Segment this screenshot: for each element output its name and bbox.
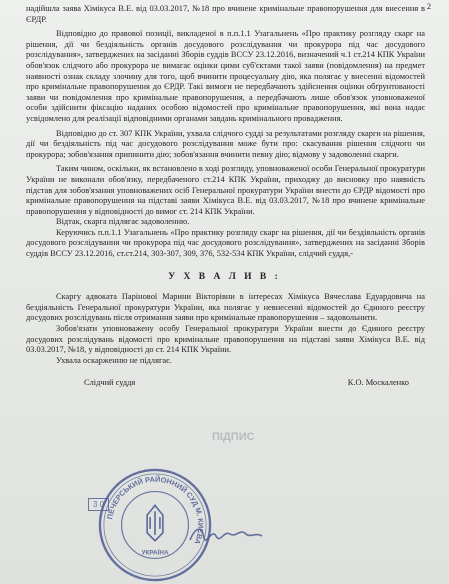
paragraph-legal-position: Відповідно до правової позиції, викладеної в п.п.1.1 Узагальнень «Про практику розгляду скарг на рішення, дії чи бездіяльність органів досудового розслідування чи прокурора під час досудового розслідування», затверджених на засіданні Зборів суддів ВССУ 23.12.2016, визначений ч.1 ст.214 КПК України обов'язок слідчого або прокурора не вимагає оцінки цими суб'єктами такої заяви (повідомлення) на предмет наявності ознак складу злочину для того, щоб вчинити процесуальну дію, яка полягає у внесенні відомостей про кримінальне правопорушення до ЄРДР. Такі вимоги не передбачають здійснення оцінки обґрунтованості заяви чи повідомлення про кримінальне правопорушення, а передбачають лише обов'язок уповноваженої особи здійснити фіксацію наданих особою відомостей про кримінальне правопорушення, які вона надає усвідомлено для реалізації відповідними органами завдань кримінального провадження.: [26, 29, 425, 123]
paragraph-article-307: Відповідно до ст. 307 КПК України, ухвала слідчого судді за результатами розгляду скарги на рішення, дії чи бездіяльність під час досудового розслідування може бути про: скасування рішення слідчого чи прокурора; зобов'язання припинити дію; зобов'язання вчинити певну дію; відмову у задоволенні скарги.: [26, 128, 425, 159]
faint-signature-label: ПІДПИС: [212, 431, 255, 443]
resolution-item-2: Зобов'язати уповноважену особу Генеральної прокуратури України внести до Єдиного реєстру досудових розслідувань відомості про кримінальне правопорушення на підставі заяви Хімікуса В.Е. від 03.03.2017, №18, у відповідності до ст. 214 КПК України.: [26, 324, 425, 355]
resolution-item-1: Скаргу адвоката Парінової Марини Вікторівни в інтересах Хімікуса Вячеслава Едуардовича на бездіяльність Генеральної прокуратури України, яка полягає у невнесенні відомостей до Єдиного реєстру досудових розслідувань після отримання заяви про кримінальне правопорушення – задовольнити.: [26, 292, 425, 323]
paragraph-guided-by: Керуючись п.п.1.1 Узагальнень «Про практику розгляду скарг на рішення, дії чи бездіяльність органів досудового розслідування чи прокурора під час досудового розслідування», затверджених на засіданні Зборів суддів ВССУ 23.12.2016, ст.ст.214, 303-307, 309, 376, 532-534 КПК України, слідчий суддя,-: [26, 227, 425, 259]
resolution-item-3: Ухвала оскарженню не підлягає.: [56, 355, 172, 365]
paragraph-intro: надійшла заява Хімікуса В.Е. від 03.03.2017, №18 про вчинене кримінальне правопорушення для внесення в ЄРДР.: [26, 4, 425, 24]
svg-text:УКРАЇНА: УКРАЇНА: [141, 549, 169, 557]
signature-role: Слідчий суддя: [84, 378, 136, 388]
handwritten-signature-icon: [186, 520, 266, 548]
page-number: 2: [427, 2, 431, 11]
paragraph-satisfy: Відтак, скарга підлягає задоволенню.: [56, 217, 190, 227]
resolution-heading: У Х В А Л И В :: [168, 271, 281, 282]
paragraph-conclusion: Таким чином, оскільки, як встановлено в ході розгляду, уповноваженої особи Генеральної прокуратури України не виконали обов'язку, передбаченого ст.214 КПК України, приходжу до висновку про наявність підстав для зобов'язання уповноважених осіб Генеральної прокуратури України внести до ЄРДР відомості про кримінальне правопорушення на підставі заяви Хімікуса В.Е. від 03.03.2017, №18 про вчинене кримінальне правопорушення у відповідності до вимог ст. 214 КПК України.: [26, 164, 425, 216]
signature-row: [0, 378, 449, 389]
signature-name: К.О. Москаленко: [347, 378, 409, 388]
date-stamp-box: 3 0: [88, 498, 109, 511]
svg-text:ПЕЧЕРСЬКИЙ РАЙОННИЙ СУД М. КИЄ: ПЕЧЕРСЬКИЙ РАЙОННИЙ СУД М. КИЄВА: [105, 474, 206, 546]
